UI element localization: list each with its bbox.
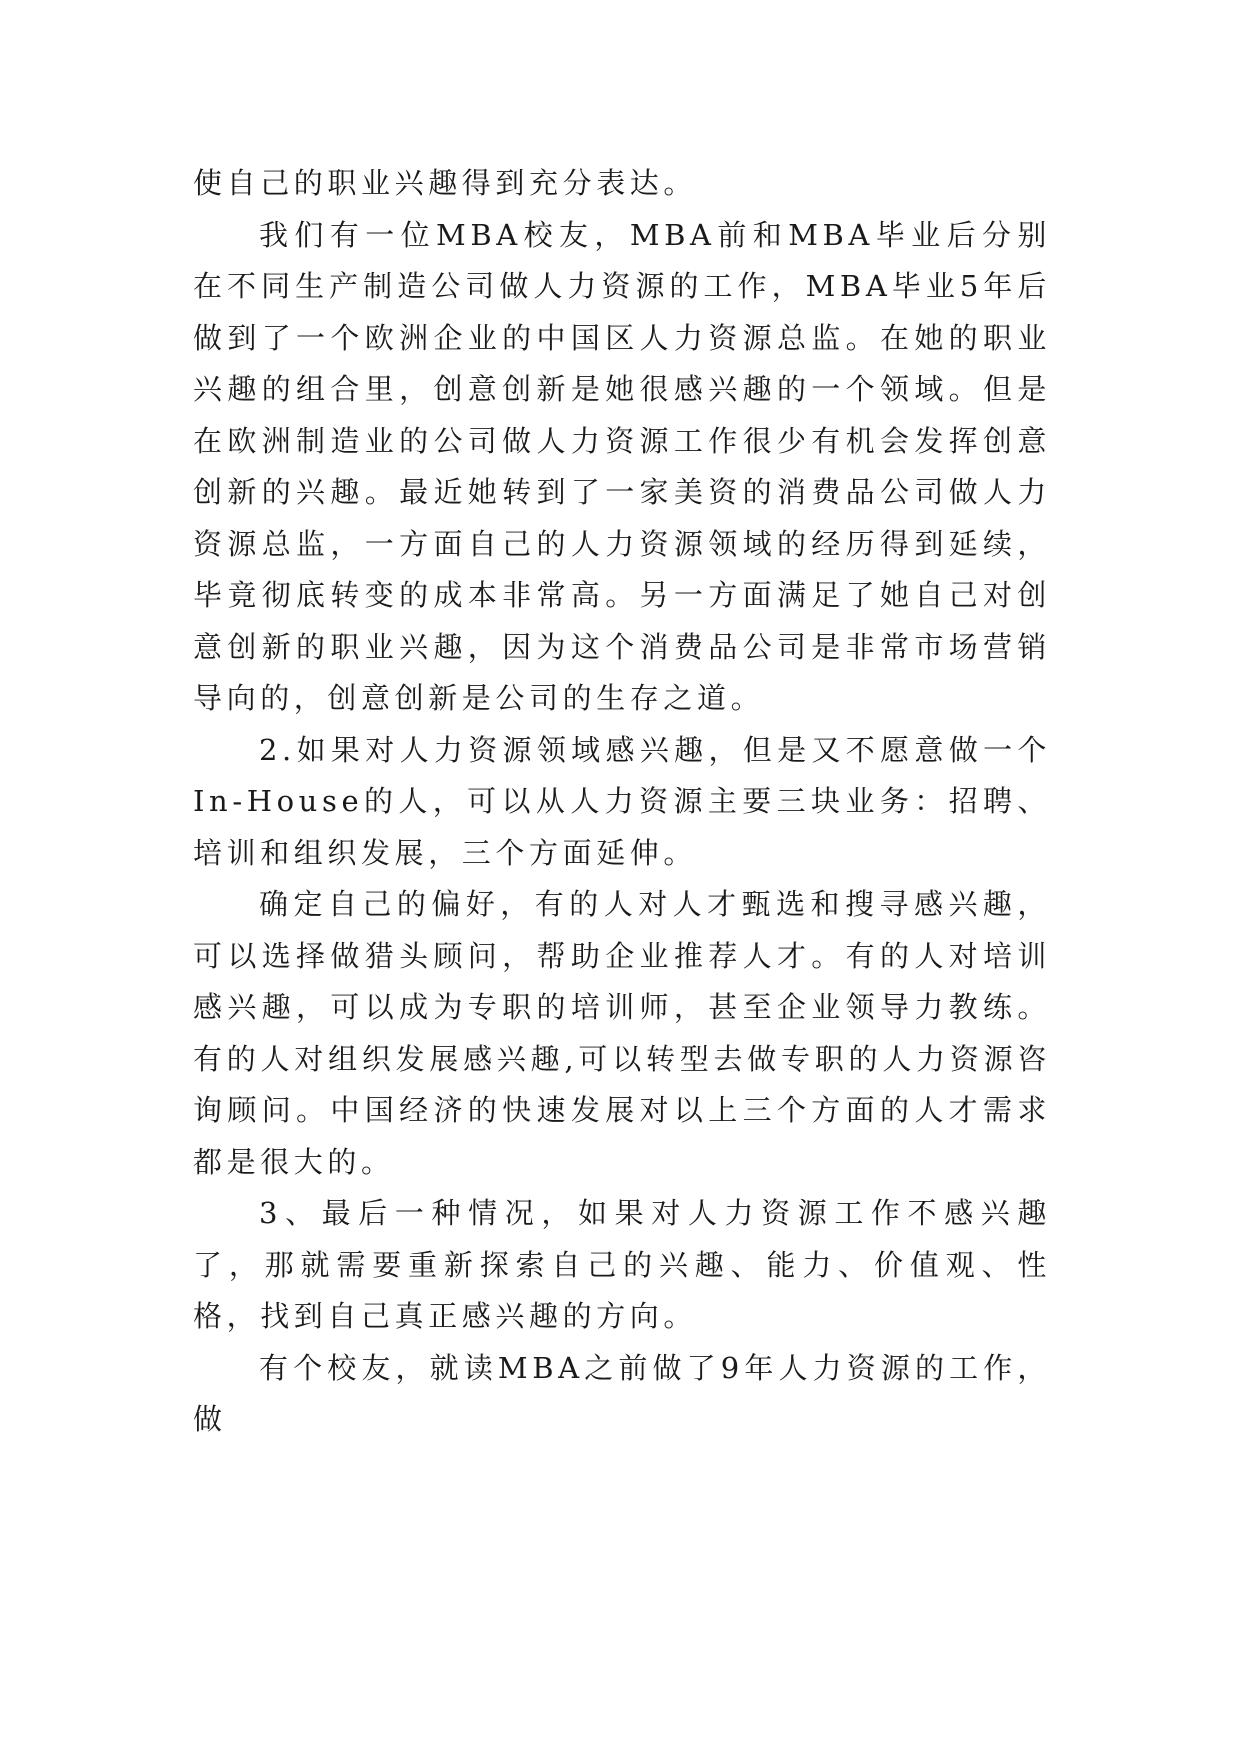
paragraph-point-2: 2.如果对人力资源领域感兴趣，但是又不愿意做一个In-House的人，可以从人力资源主要三块业务：招聘、培训和组织发展，三个方面延伸。 [193, 732, 1051, 870]
document-body [193, 158, 1051, 1446]
paragraph-alumni-example: 我们有一位MBA校友，MBA前和MBA毕业后分别在不同生产制造公司做人力资源的工作，MBA毕业5年后做到了一个欧洲企业的中国区人力资源总监。在她的职业兴趣的组合里，创意创新是她很感兴趣的一个领域。但是在欧洲制造业的公司做人力资源工作很少有机会发挥创意创新的兴趣。最近她转到了一家美资的消费品公司做人力资源总监，一方面自己的人力资源领域的经历得到延续，毕竟彻底转变的成本非常高。另一方面满足了她自己对创意创新的职业兴趣，因为这个消费品公司是非常市场营销导向的，创意创新是公司的生存之道。 [193, 217, 1051, 715]
paragraph-point-3: 3、最后一种情况，如果对人力资源工作不感兴趣了，那就需要重新探索自己的兴趣、能力、价值观、性格，找到自己真正感兴趣的方向。 [193, 1196, 1051, 1333]
paragraph-preferences: 确定自己的偏好，有的人对人才甄选和搜寻感兴趣，可以选择做猎头顾问，帮助企业推荐人才。有的人对培训感兴趣，可以成为专职的培训师，甚至企业领导力教练。有的人对组织发展感兴趣,可以转型去做专职的人力资源咨询顾问。中国经济的快速发展对以上三个方面的人才需求都是很大的。 [193, 887, 1051, 1179]
paragraph-continuation: 使自己的职业兴趣得到充分表达。 [193, 166, 698, 200]
paragraph-alumni-example-2: 有个校友，就读MBA之前做了9年人力资源的工作，做 [193, 1350, 1051, 1436]
